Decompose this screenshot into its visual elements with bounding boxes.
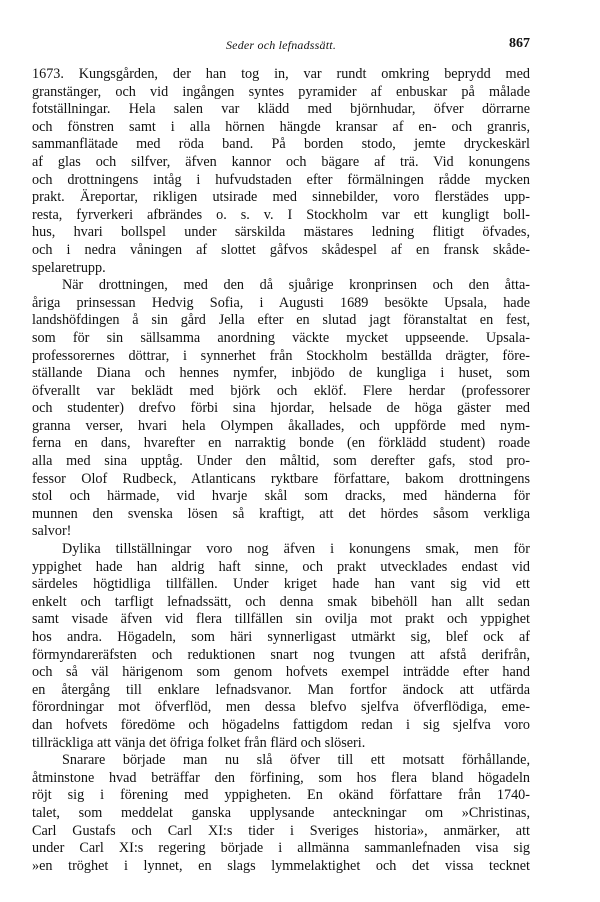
text-line: särdeles högtidliga tillfällen. Under kriget hade han vant sig vid ett — [32, 576, 530, 593]
text-line: 1673. Kungsgården, der han tog in, var rundt omkring beprydd med — [32, 66, 530, 82]
text-line: talet, som meddelat ganska upplysande anteckningar om »Christinas, — [32, 804, 530, 821]
text-line: resta, fyrverkeri afbrändes o. s. v. I Stockholm var ett kungligt boll- — [32, 206, 530, 223]
text-line: öfverallt var beklädt med björk och eklöf. Flere herdar (professorer — [32, 382, 530, 399]
text-line: förordningar mot öfverflöd, men dessa blefvo sjelfva öfverflödiga, eme- — [32, 699, 530, 716]
running-head — [32, 38, 530, 58]
paragraph-start: Snarare började man nu slå öfver till ett motsatt förhållande, — [62, 752, 530, 769]
text-line: och så väl härigenom som genom hofvets exempel inträdde efter hand — [32, 664, 530, 681]
text-line: alla med sina upptåg. Under den måltid, som derefter gafs, stod pro- — [32, 453, 530, 470]
text-line: samt visade äfven vid flera tillfällen sin ovilja mot prakt och yppighet — [32, 611, 530, 628]
text-line: Carl Gustafs och Carl XI:s tider i Sveriges historia», anmärker, att — [32, 822, 530, 839]
text-line: och studenter) drefvo förbi sina hjordar, helsade de höga gäster med — [32, 400, 530, 417]
text-line: af glas och silfver, äfven kannor och bägare af trä. Vid konungens — [32, 153, 530, 170]
body-text — [32, 66, 530, 875]
text-line: och drottningens intåg i hufvudstaden efter förmälningen rådde mycken — [32, 171, 530, 188]
text-line: under Carl XI:s regering började i allmänna sammanlefnaden visa sig — [32, 840, 530, 857]
text-line: åriga prinsessan Hedvig Sofia, i Augusti 1689 besökte Upsala, hade — [32, 294, 530, 311]
text-line: fessor Olof Rudbeck, Atlanticans ryktbare författare, bakom drottningens — [32, 470, 530, 487]
text-line: tillräckliga att vänja det öfriga folket från flärd och slöseri. — [32, 734, 366, 751]
paragraph-start: När drottningen, med den då sjuårige kronprinsen och den åtta- — [62, 277, 530, 294]
text-line: hos andra. Högadeln, som häri synnerligast utmärkt sig, blef ock af — [32, 629, 530, 645]
text-line: landshöfdingen å sin gård Jella efter en slutad jagt föranstaltat en fest, — [32, 312, 530, 329]
text-line: granstänger, och vid ingången syntes pyramider af enbuskar på målade — [32, 83, 530, 100]
text-line: röjt sig i förening med yppigheten. En okänd författare från 1740- — [32, 787, 530, 804]
text-line: ställande Diana och hennes nymfer, inbjödo de kungliga i huset, som — [32, 365, 530, 382]
text-line: prakt. Äreportar, rikligen utsirade med sinnebilder, voro flerstädes upp- — [32, 189, 530, 206]
text-line: en återgång till enklare lefnadsvanor. Man fortfor ändock att utfärda — [32, 681, 530, 698]
text-line: »en tröghet i lynnet, en slags lymmelaktighet och det vissa tecknet — [32, 857, 530, 874]
text-line: åtminstone hvad beträffar den förfining, som hos flera bland högadeln — [32, 769, 530, 786]
text-line: som för sin sällsamma anordning väckte mycket uppseende. Upsala- — [32, 329, 530, 346]
text-line: granna verser, hvari hela Olympen åkallades, och uppförde med nym- — [32, 417, 530, 434]
running-title: Seder och lefnadssätt. — [225, 38, 337, 52]
text-line: förmyndareräfsten och reduktionen snart nog tvungen att afstå derifrån, — [32, 646, 530, 663]
text-line: stol och härmade, vid hvarje skål som dracks, med händerna för — [32, 488, 530, 505]
text-line: spelaretrupp. — [32, 259, 106, 276]
page-number: 867 — [509, 36, 530, 51]
text-line: ferna en dans, hvarefter en narraktig bonde (en förklädd student) roade — [32, 435, 530, 452]
text-line: dan hofvets föredöme och högadelns fattigdom redan i sig sjelfva voro — [32, 716, 530, 733]
text-line: sammanflätade med röda band. På borden stodo, jemte dryckeskärl — [32, 136, 530, 153]
text-line: munnen den svenska lösen så kraftigt, att det hördes såsom verkliga — [32, 505, 530, 522]
text-line: salvor! — [32, 523, 72, 540]
text-line: fotställningar. Hela salen var klädd med björnhudar, öfver dörrarne — [32, 101, 530, 118]
text-line: enkelt och tarfligt lefnadssätt, och denna smak bibehöll han allt sedan — [32, 593, 530, 610]
paragraph-start: Dylika tillställningar voro nog äfven i konungens smak, men för — [62, 541, 530, 558]
text-line: och fönstren samt i alla hörnen hängde kransar af en- och granris, — [32, 118, 530, 135]
text-line: hus, hvari bollspel under särskilda mästares ledning flitigt öfvades, — [32, 224, 530, 241]
text-line: och i nedra våningen af slottet gåfvos skådespel af en fransk skåde- — [32, 241, 530, 258]
text-line: professorernes döttrar, i synnerhet från Stockholm beställda drägter, före- — [32, 347, 530, 364]
text-line: yppighet hade han aldrig haft sinne, och prakt utvecklades endast vid — [32, 558, 530, 575]
